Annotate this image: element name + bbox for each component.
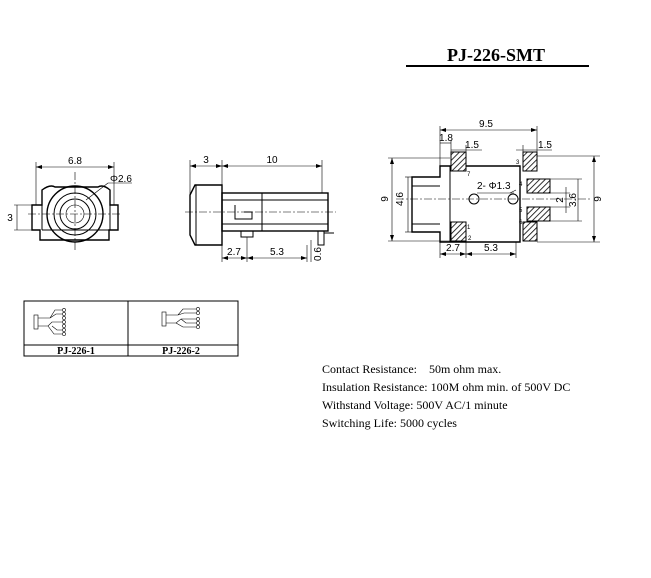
top-dim-3-6-label: 3.6 (568, 193, 579, 207)
top-dim-1-5-left-label: 1.5 (465, 140, 479, 151)
schematic-1-node (62, 324, 65, 327)
spec-contact-resistance: Contact Resistance: 50m ohm max. (322, 362, 502, 376)
front-width-label: 6.8 (68, 156, 82, 167)
top-inner-height-label: 4.6 (395, 192, 406, 206)
schematic-1-node (62, 308, 65, 311)
schematic-1-label: PJ-226-1 (57, 346, 95, 357)
schematic-1-node (62, 320, 65, 323)
top-dim-2-7-label: 2.7 (446, 243, 460, 254)
top-pin-label-4: 4 (519, 182, 523, 188)
side-dim-0-6-label: 0.6 (313, 247, 324, 261)
side-length-dim-label: 10 (266, 155, 278, 166)
schematic-2-label: PJ-226-2 (162, 346, 200, 357)
top-pad-7 (451, 152, 466, 171)
top-pad-5 (527, 207, 550, 221)
schematic-pj-226-1 (34, 308, 95, 357)
top-right-height-label: 9 (593, 196, 604, 202)
schematic-table (24, 301, 238, 357)
front-view (7, 156, 132, 252)
top-pad-3 (523, 152, 537, 171)
schematic-2-node (196, 321, 199, 324)
schematic-2-node (196, 311, 199, 314)
top-hole-leader-tip (510, 190, 516, 193)
schematic-frame (24, 301, 238, 356)
top-pad-2 (523, 222, 537, 241)
top-pin-label-2: 2 (468, 236, 472, 242)
schematic-1-node (62, 332, 65, 335)
side-terminal-left (241, 231, 253, 237)
title-block (406, 45, 589, 66)
schematic-1-contacts (38, 310, 62, 334)
front-height-label: 3 (7, 213, 13, 224)
schematic-2-node (196, 317, 199, 320)
schematic-2-node (196, 325, 199, 328)
schematic-1-node (62, 312, 65, 315)
side-terminal-right (318, 231, 324, 245)
side-view (185, 155, 336, 262)
top-pin-label-3: 3 (516, 160, 520, 166)
top-pin-label-6: 6 (519, 220, 523, 226)
part-title: PJ-226-SMT (447, 45, 545, 65)
top-pad-4 (527, 179, 550, 193)
side-flange (190, 185, 222, 245)
front-diameter-label: Φ2.6 (110, 174, 132, 185)
spec-withstand-voltage: Withstand Voltage: 500V AC/1 minute (322, 398, 508, 412)
top-pin-label-5: 5 (519, 208, 523, 214)
side-dim-5-3-label: 5.3 (270, 247, 284, 258)
top-width-label: 9.5 (479, 119, 493, 130)
top-pin-label-1: 1 (467, 225, 471, 231)
top-dim-1-5-right-label: 1.5 (538, 140, 552, 151)
top-pad-1 (451, 222, 466, 241)
side-dim-2-7-label: 2.7 (227, 247, 241, 258)
side-front-dim-label: 3 (203, 155, 209, 166)
top-hole-label: 2- Φ1.3 (477, 181, 511, 192)
schematic-2-plug (162, 312, 166, 326)
spec-insulation-resistance: Insulation Resistance: 100M ohm min. of 500V DC (322, 380, 571, 394)
top-left-height-label: 9 (380, 196, 391, 202)
top-pin-label-7: 7 (467, 172, 471, 178)
top-view (380, 119, 604, 258)
top-dim-1-8-label: 1.8 (439, 133, 453, 144)
schematic-2-node (196, 307, 199, 310)
top-dim-2-label: 2 (555, 197, 566, 203)
schematic-pj-226-2 (162, 307, 200, 357)
schematic-1-node (62, 316, 65, 319)
schematic-2-contacts (166, 309, 196, 327)
spec-switching-life: Switching Life: 5000 cycles (322, 416, 457, 430)
schematic-1-node (62, 328, 65, 331)
top-dim-5-3-label: 5.3 (484, 243, 498, 254)
schematic-1-plug (34, 315, 38, 329)
